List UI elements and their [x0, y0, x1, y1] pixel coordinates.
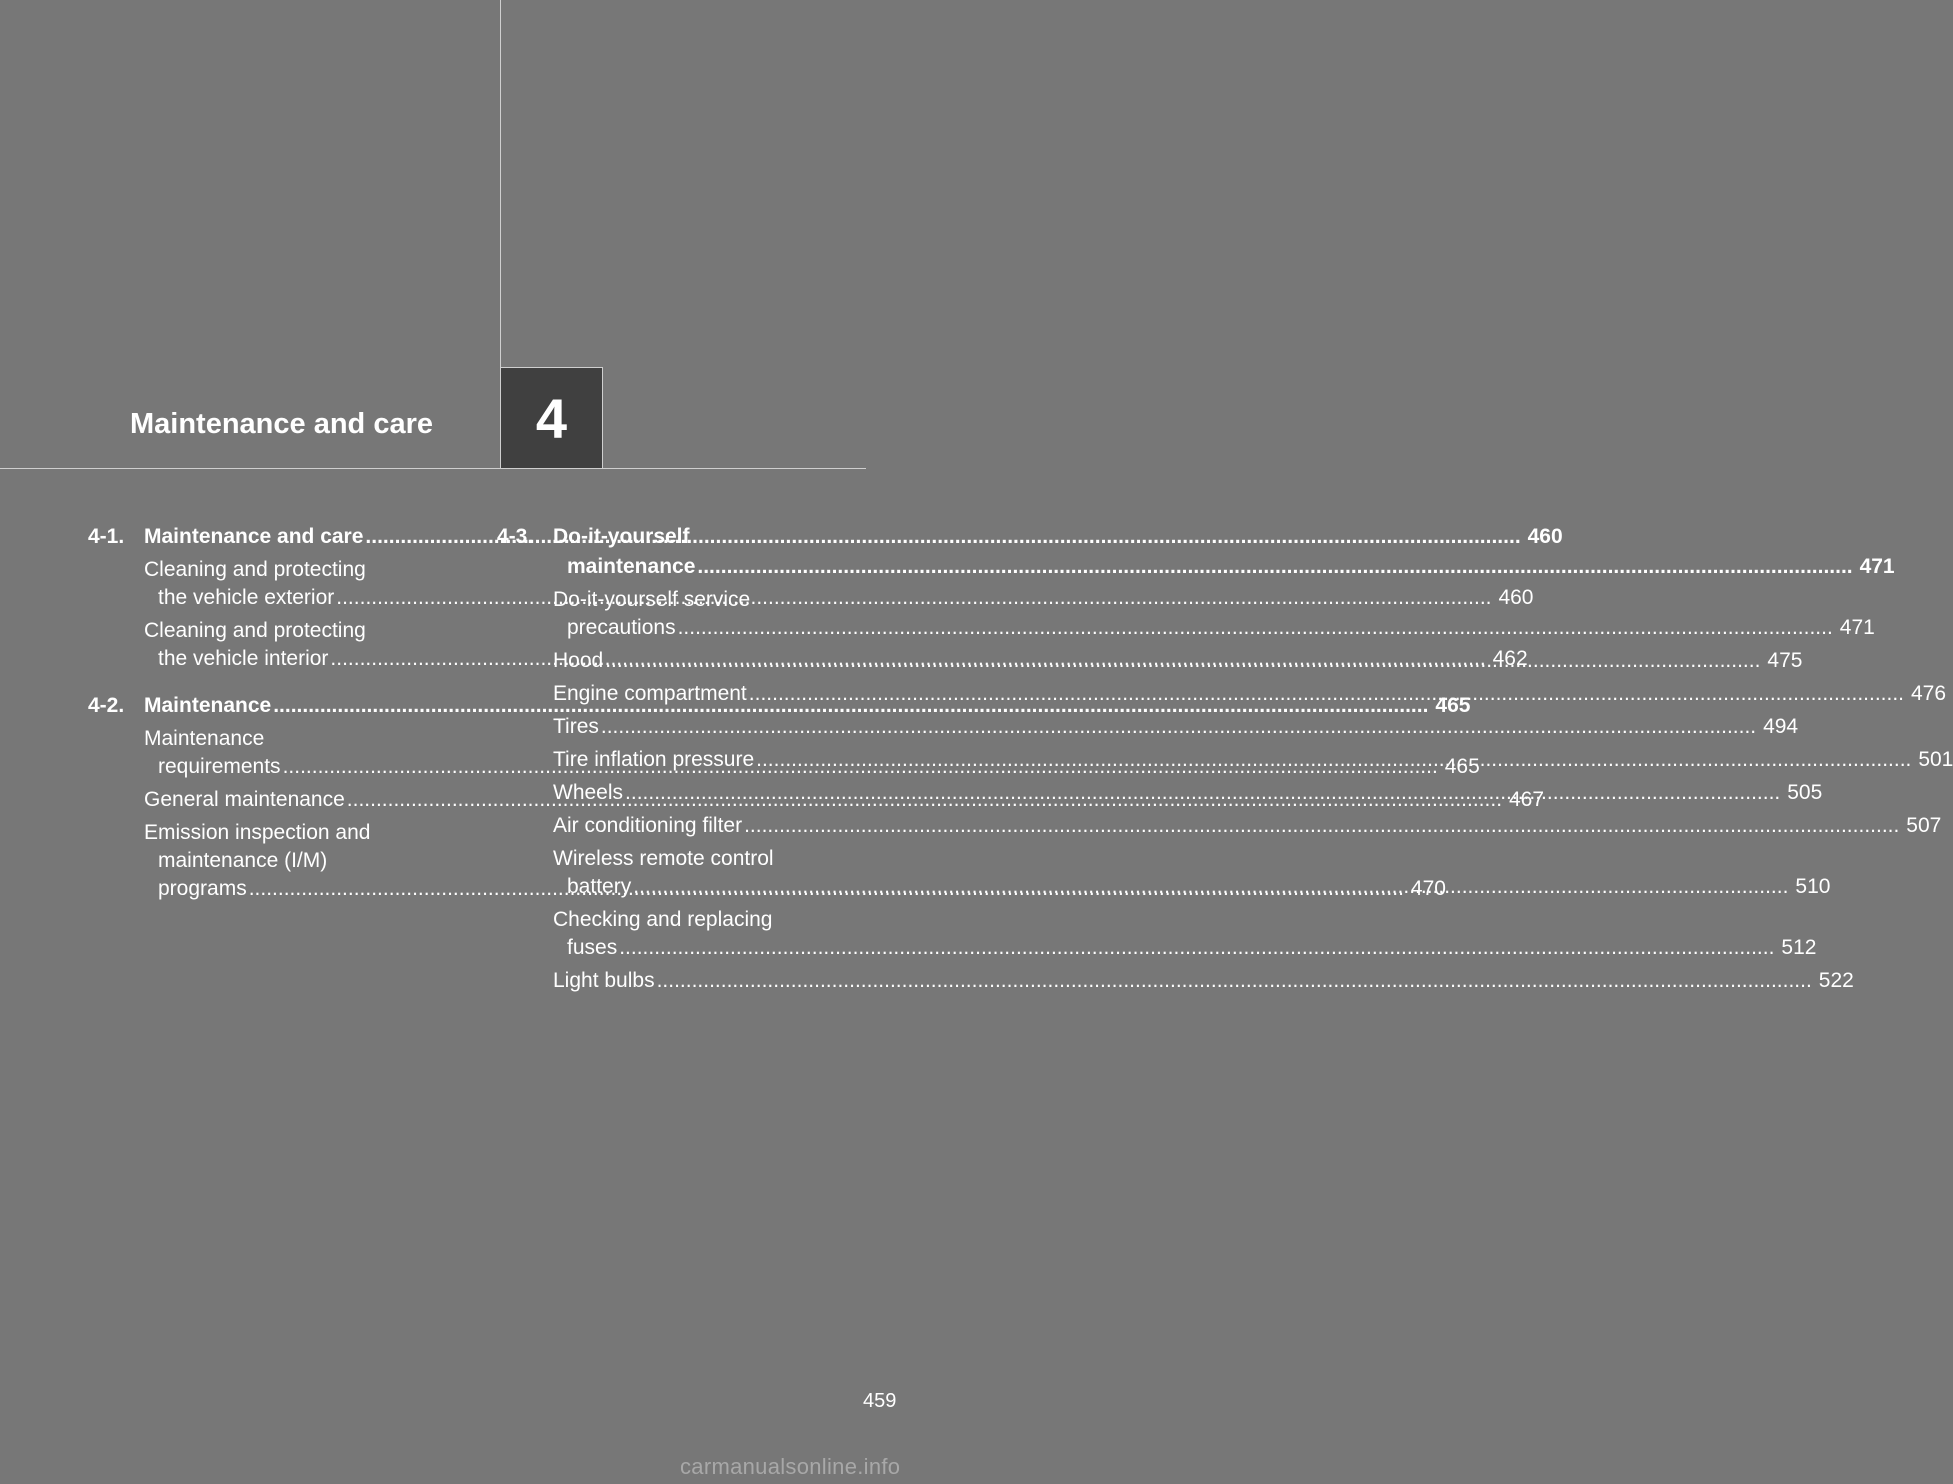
entry-lead: Checking and replacing [553, 908, 773, 931]
section-number: 4-3. [497, 525, 534, 548]
leader-dots [625, 779, 1780, 807]
entry-page: 471 [1839, 616, 1875, 639]
entry-page: 522 [1818, 969, 1854, 992]
entry-label: Air conditioning filter [553, 814, 743, 837]
section-title: Maintenance and care [144, 525, 364, 548]
entry-label: Hood [553, 649, 604, 672]
entry-page: 476 [1910, 682, 1947, 705]
entry-label: Tire inflation pressure [553, 748, 755, 771]
entry-label: the vehicle interior [158, 647, 329, 670]
entry-page: 505 [1787, 781, 1823, 804]
entry-page: 470 [1410, 877, 1446, 900]
leader-dots [601, 713, 1756, 741]
entry-label: fuses [567, 936, 618, 959]
toc-entry[interactable] [553, 812, 1942, 840]
section-page: 460 [1527, 525, 1563, 548]
chapter-title: Maintenance and care [130, 408, 433, 440]
section-number: 4-2. [88, 694, 125, 717]
entry-page: 507 [1906, 814, 1942, 837]
entry-lead: Do-it-yourself service [553, 588, 751, 611]
entry-page: 467 [1508, 788, 1545, 811]
entry-label: General maintenance [144, 788, 345, 811]
leader-dots [749, 680, 1904, 708]
leader-dots [756, 746, 1911, 774]
page-number: 459 [863, 1390, 897, 1412]
entry-label: precautions [567, 616, 676, 639]
leader-dots [619, 934, 1774, 962]
leader-dots [633, 873, 1788, 901]
entry-label: Wheels [553, 781, 624, 804]
section-number: 4-1. [88, 525, 125, 548]
entry-page: 512 [1781, 936, 1817, 959]
section-title-lead: Do-it-yourself [553, 525, 690, 548]
entry-lead: Wireless remote control [553, 847, 774, 870]
entry-label: Tires [553, 715, 599, 738]
entry-lead: Cleaning and protecting [144, 619, 366, 642]
entry-label: requirements [158, 755, 281, 778]
entry-label: programs [158, 877, 247, 900]
entry-page: 460 [1498, 586, 1534, 609]
entry-lead: Emission inspection and [144, 821, 371, 844]
entry-label: Light bulbs [553, 969, 655, 992]
watermark: carmanualsonline.info [680, 1454, 901, 1479]
section-title: Maintenance [144, 694, 272, 717]
entry-page: 465 [1444, 755, 1480, 778]
entry-lead-continued: maintenance (I/M) [158, 849, 328, 872]
entry-lead: Maintenance [144, 727, 265, 750]
entry-lead: Cleaning and protecting [144, 558, 366, 581]
chapter-number-tab [500, 367, 603, 469]
entry-page: 501 [1918, 748, 1953, 771]
section-page: 471 [1859, 555, 1895, 578]
toc-entry[interactable] [553, 713, 1799, 741]
leader-dots [697, 552, 1852, 582]
entry-page: 494 [1763, 715, 1799, 738]
leader-dots [657, 967, 1812, 995]
leader-dots [678, 614, 1833, 642]
toc-entry[interactable] [553, 967, 1854, 995]
entry-label: battery [567, 875, 632, 898]
entry-label: Engine compartment [553, 682, 747, 705]
header-horizontal-rule [0, 468, 866, 469]
leader-dots [744, 812, 1899, 840]
section-page: 465 [1435, 694, 1471, 717]
entry-page: 475 [1767, 649, 1803, 672]
leader-dots [605, 647, 1760, 675]
entry-page: 510 [1795, 875, 1831, 898]
entry-label: the vehicle exterior [158, 586, 335, 609]
section-title: maintenance [567, 555, 696, 578]
entry-page: 462 [1492, 647, 1528, 670]
toc-entry[interactable] [553, 906, 1817, 962]
chapter-number: 4 [535, 386, 568, 450]
